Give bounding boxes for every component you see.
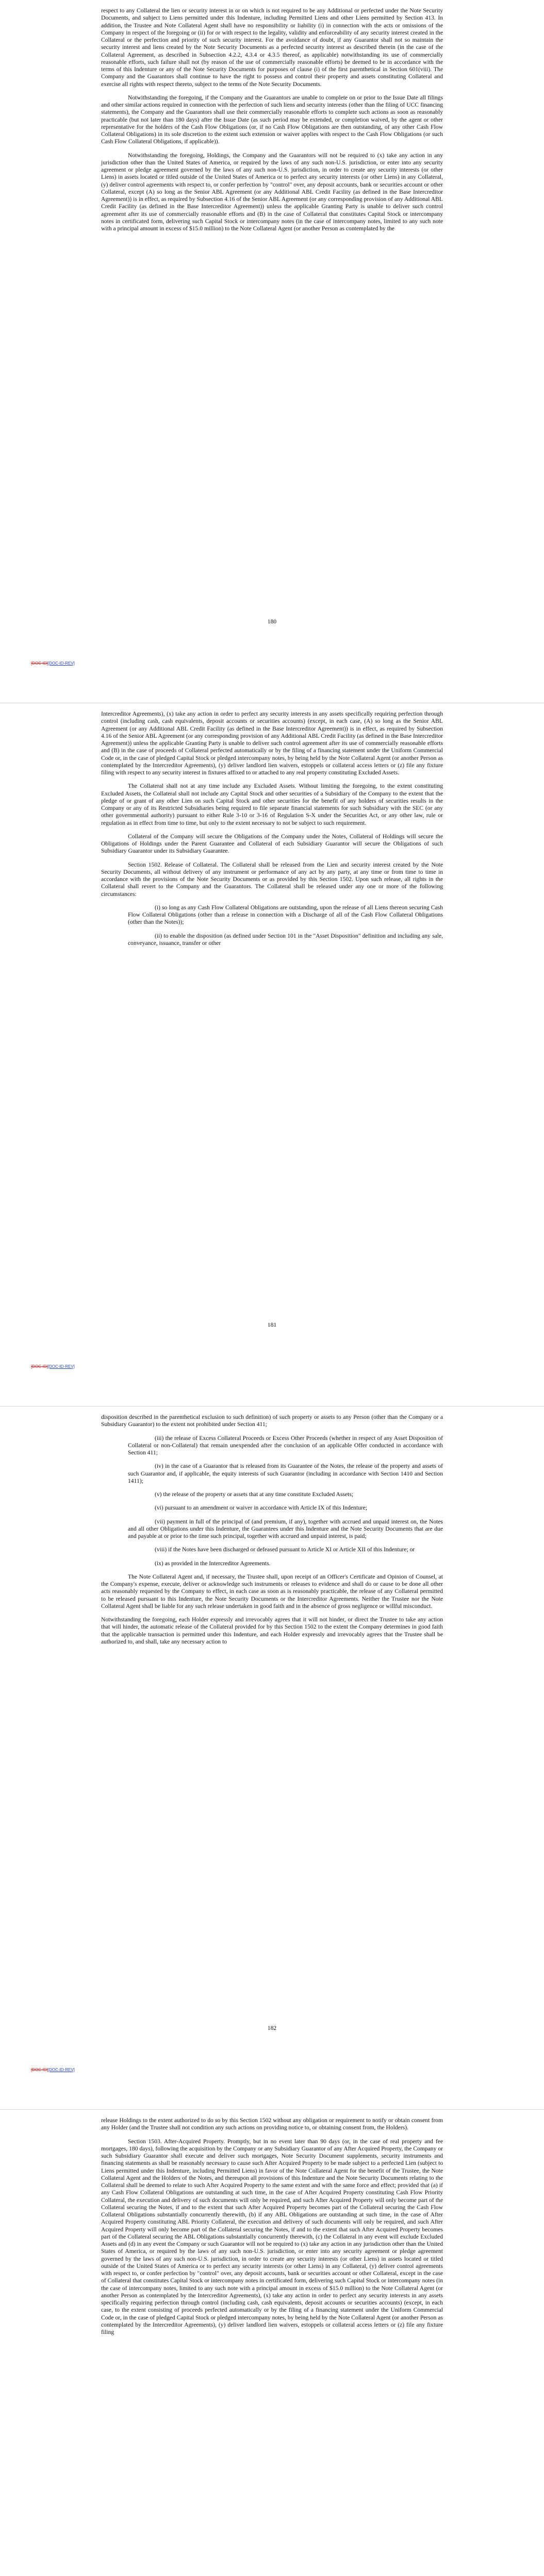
document-page — [0, 2110, 544, 2576]
body-paragraph: Notwithstanding the foregoing, Holdings, the Company and the Guarantors will not be required to (x) take any action in any jurisdiction other than the United States of America, or required by the laws of any such non-U.S. jurisdiction, or enter into any security agreement or pledge agreement governed by the laws of any such non-U.S. jurisdiction, in order to create any security interests (or other Liens) in assets located or titled outside of the United States of America or to perfect any security interests (or other Liens) in any Collateral, (y) deliver control agreements with respect to, or confer perfection by "control" over, any deposit accounts, bank or securities account or other Collateral, except (A) so long as the Senior ABL Agreement (or any Additional ABL Credit Facility (as defined in the Base Intercreditor Agreement)) is in effect, as required by Subsection 4.16 of the Senior ABL Agreement (or any corresponding provision of any Additional ABL Credit Facility (as defined in the Base Intercreditor Agreement)) unless the applicable Granting Party is unable to deliver such control agreement after its use of commercially reasonable efforts and (B) in the case of Collateral that constitutes Capital Stock or intercompany notes in certificated form, delivering such Capital Stock or intercompany notes (in the case of intercompany notes, limited to any such note with a principal amount in excess of $15.0 million) to the Note Collateral Agent (or another Person as contemplated by the — [101, 151, 443, 232]
body-paragraph: Notwithstanding the foregoing, each Holder expressly and irrevocably agrees that it will not hinder, or direct the Trustee to take any action that will hinder, the automatic release of the Collateral provided for by this Section 1502 to the extent the Company determines in good faith that the applicable transaction is permitted under this Indenture, and each Holder expressly and irrevocably agrees that the Trustee shall be authorized to, and shall, take any necessary action to — [101, 1616, 443, 1645]
inserted-doc-id: [DOC-ID-REV] — [47, 661, 75, 666]
list-item-paragraph: (vii) payment in full of the principal of (and premium, if any), together with accrued and unpaid interest on, the Notes and all other Obligations under this Indenture, the Guarantees under this Indenture and the Note Security Documents that are due and payable at or prior to the time such principal, together with accrued and unpaid interest, is paid; — [128, 1518, 443, 1539]
document-id-footer — [31, 661, 75, 666]
list-item-paragraph: (ii) to enable the disposition (as defined under Section 101 in the "Asset Disposition" definition and including any sale, conveyance, issuance, transfer or other — [128, 932, 443, 946]
page-number: 182 — [267, 2025, 277, 2031]
body-paragraph: Intercreditor Agreements), (x) take any action in order to perfect any security interests in any assets specifically requiring perfection through control (including cash, cash equivalents, deposit accounts or securities accounts) (except, in each case, (A) so long as the Senior ABL Agreement (or any Additional ABL Credit Facility (as defined in the Base Intercreditor Agreement)) is in effect, as required by Subsection 4.16 of the Senior ABL Agreement (or any corresponding provision of any Additional ABL Credit Facility (as defined in the Base Intercreditor Agreement)) unless the applicable Granting Party is unable to deliver such control agreement after its use of commercially reasonable efforts and (B) in the case of proceeds of Collateral perfected automatically or by the filing of a financing statement under the Uniform Commercial Code or, in the case of pledged Capital Stock or pledged intercompany notes, by being held by the Note Collateral Agent (or another Person as contemplated by the Intercreditor Agreements), (y) deliver landlord lien waivers, estoppels or collateral access letters or (z) file any fixture filing with respect to any security interest in fixtures affixed to or attached to any real property constituting Excluded Assets. — [101, 710, 443, 776]
body-paragraph: Section 1502. Release of Collateral. The Collateral shall be released from the Lien and security interest created by the Note Security Documents, all without delivery of any instrument or performance of any act by any party, at any time or from time to time in accordance with the provisions of the Note Security Documents or as provided by this Section 1502. Upon such release, all rights in the Collateral shall revert to the Company and the Guarantors. The Collateral shall be released under any one or more of the following circumstances: — [101, 861, 443, 897]
list-item-paragraph: (viii) if the Notes have been discharged or defeased pursuant to Article XI or Article XII of this Indenture; or — [155, 1546, 415, 1553]
inserted-doc-id: [DOC-ID-REV] — [47, 2067, 75, 2072]
list-item-paragraph: (ix) as provided in the Intercreditor Agreements. — [155, 1560, 271, 1567]
page-number: 180 — [267, 618, 277, 625]
body-paragraph: respect to any Collateral the lien or security interest in or on which is not required to be any Additional or perfected under the Note Security Documents, and subject to Liens permitted under this Indenture, including Permitted Liens and other Liens permitted by Section 413. In addition, the Trustee and Note Collateral Agent shall have no responsibility or liability (i) in connection with the acts or omissions of the Company in respect of the foregoing or (ii) for or with respect to the legality, validity and enforceability of any security interest created in the Collateral or the perfection and priority of such security interest. For the avoidance of doubt, if any Guarantor shall not so maintain the security interest and liens created by the Note Security Documents as a perfected security interest as described therein (in the case of the Collateral Agreement, as described in Subsection 4.2.2, 4.3.4 or 4.3.5 thereof, as applicable) notwithstanding its use of commercially reasonable efforts, such failure shall not (by reason of the use of commercially reasonable efforts) be deemed to be in accordance with the terms of this Indenture or any of the Note Security Documents for purposes of clause (i) of the first parenthetical in Section 601(viii). The Company and the Guarantors shall continue to have the right to possess and control their property and assets constituting Collateral and exercise all rights with respect thereto, subject to the terms of the Note Security Documents. — [101, 7, 443, 88]
body-paragraph: Section 1503. After-Acquired Property. Promptly, but in no event later than 90 days (or, in the case of real property and fee mortgages, 180 days), following the acquisition by the Company or any Subsidiary Guarantor of any After Acquired Property, the Company or such Subsidiary Guarantor shall execute and deliver such mortgages, Note Security Document supplements, security instruments and financing statements as shall be reasonably necessary to cause such After Acquired Property to be made subject to a perfected Lien (subject to Liens permitted under this Indenture, including Permitted Liens) in favor of the Note Collateral Agent for the benefit of the Trustee, the Note Collateral Agent and the Holders of the Notes, and thereupon all provisions of this Indenture and the Note Security Documents relating to the Collateral shall be deemed to relate to such After Acquired Property to the same extent and with the same force and effect; provided that (a) if any Cash Flow Collateral Obligations are outstanding at such time, in the case of After Acquired Property constituting Cash Flow Priority Collateral, the execution and delivery of such documents will only be required, and such After Acquired Property will only become part of the Collateral securing the Notes, if and to the extent that such After Acquired Property becomes part of the Collateral securing the Cash Flow Collateral Obligations substantially concurrently therewith, (b) if any ABL Obligations are outstanding at such time, in the case of After Acquired Property constituting ABL Priority Collateral, the execution and delivery of such documents will only be required, and such After Acquired Property will only become part of the Collateral securing the Notes, if and to the extent that such After Acquired Property becomes part of the Collateral securing the ABL Obligations substantially concurrently therewith, (c) the Collateral in any event will exclude Excluded Assets and (d) in any event the Company or such Guarantor will not be required to (x) take any action in any jurisdiction other than the United States of America, or required by the laws of any such non-U.S. jurisdiction, or enter into any security agreement or pledge agreement governed by the laws of any such non-U.S. jurisdiction, in order to create any security interests (or other Liens) in assets located or titled outside of the United States of America or to perfect any security interests (or other Liens) in any Collateral, (y) deliver control agreements with respect to, or confer perfection by "control" over, any deposit accounts, bank or securities account or other Collateral, except in the case of Collateral that constitutes Capital Stock or intercompany notes in certificated form, delivering such Capital Stock or intercompany notes (in the case of intercompany notes, limited to any such note with a principal amount in excess of $15.0 million) to the Note Collateral Agent (or another Person as contemplated by the Intercreditor Agreements), (x) take any action in order to perfect any security interests in any assets specifically requiring perfection through control (including cash, cash equivalents, deposit accounts or securities accounts) (except, in each case, to the extent consisting of proceeds perfected automatically or by the filing of a financing statement under the Uniform Commercial Code or, in the case of pledged Capital Stock or pledged intercompany notes, by being held by the Note Collateral Agent (or another Person as contemplated by the Intercreditor Agreements), (y) deliver landlord lien waivers, estoppels or collateral access letters or (z) file any fixture filing — [101, 2138, 443, 2335]
list-item-paragraph: (iii) the release of Excess Collateral Proceeds or Excess Other Proceeds (whether in respect of any Asset Disposition of Collateral or non-Collateral) that remain unexpended after the conclusion of an applicable Offer conducted in accordance with Section 411; — [128, 1434, 443, 1456]
page-number: 181 — [267, 1321, 277, 1328]
deleted-doc-id: [DOC-ID] — [31, 2067, 48, 2072]
document-page — [0, 0, 544, 703]
body-paragraph: Notwithstanding the foregoing, if the Company and the Guarantors are unable to complete on or prior to the Issue Date all filings and other similar actions required in connection with the perfection of such liens and security interests (other than the filing of UCC financing statements), the Company and the Guarantors shall use their commercially reasonable efforts to complete such actions as soon as reasonably practicable (but not later than 180 days) after the Issue Date (as such period may be extended, or completion waived, by the agent or other representative for the holders of the Cash Flow Obligations (or, if no Cash Flow Obligations are then outstanding, of any other Cash Flow Collateral Obligations) in its sole discretion to the extent such extension or waiver applies with respect to the Cash Flow Obligations (or such Cash Flow Collateral Obligations, if applicable)). — [101, 94, 443, 145]
inserted-doc-id: [DOC-ID-REV] — [47, 1364, 75, 1369]
document-id-footer — [31, 2067, 75, 2072]
deleted-doc-id: [DOC-ID] — [31, 661, 48, 666]
body-paragraph: disposition described in the parenthetical exclusion to such definition) of such property or assets to any Person (other than the Company or a Subsidiary Guarantor) to the extent not prohibited under Section 411; — [101, 1414, 443, 1428]
body-paragraph: The Collateral shall not at any time include any Excluded Assets. Without limiting the foregoing, to the extent constituting Excluded Assets, the Collateral shall not include any Capital Stock and other securities of a Subsidiary of the Company to the extent that the pledge of or grant of any other Lien on such Capital Stock and other securities for the benefit of any holders of securities results in the Company or any of its Restricted Subsidiaries being required to file separate financial statements for such Subsidiary with the SEC (or any other governmental authority) pursuant to either Rule 3-10 or 3-16 of Regulation S-X under the Securities Act, or any other law, rule or regulation as in effect from time to time, but only to the extent necessary to not be subject to such requirement. — [101, 783, 443, 826]
list-item-paragraph: (i) so long as any Cash Flow Collateral Obligations are outstanding, upon the release of all Liens thereon securing Cash Flow Collateral Obligations (other than a release in connection with a Discharge of all of the Cash Flow Collateral Obligations (other than the Notes)); — [128, 904, 443, 926]
document-id-footer — [31, 1364, 75, 1369]
list-item-paragraph: (vi) pursuant to an amendment or waiver in accordance with Article IX of this Indenture; — [155, 1504, 368, 1512]
body-paragraph: The Note Collateral Agent and, if necessary, the Trustee shall, upon receipt of an Officer's Certificate and Opinion of Counsel, at the Company's expense, execute, deliver or acknowledge such instruments or releases to evidence and shall do or cause to be done all other acts reasonably requested by the Company to effect, in each case as soon as is reasonably practicable, the release of any Collateral permitted to be released pursuant to this Indenture, the Note Security Documents or the Intercreditor Agreements. Neither the Trustee nor the Note Collateral Agent shall be liable for any such release undertaken in good faith and in the absence of gross negligence or willful misconduct. — [101, 1573, 443, 1609]
deleted-doc-id: [DOC-ID] — [31, 1364, 48, 1369]
body-paragraph: release Holdings to the extent authorized to do so by this Section 1502 without any obligation or requirement to notify or obtain consent from any Holder (and the Trustee shall not condition any such actions on providing notice to, or obtaining consent from, the Holders). — [101, 2117, 443, 2131]
document-page — [0, 703, 544, 1406]
list-item-paragraph: (iv) in the case of a Guarantor that is released from its Guarantee of the Notes, the release of the property and assets of such Guarantor and, if applicable, the equity interests of such Guarantor (including in accordance with Section 1410 and Section 1411); — [128, 1463, 443, 1484]
document-page — [0, 1406, 544, 2110]
body-paragraph: Collateral of the Company will secure the Obligations of the Company under the Notes, Collateral of Holdings will secure the Obligations of Holdings under the Parent Guarantee and Collateral of each Subsidiary Guarantor will secure the Obligations of such Subsidiary Guarantor under its Subsidiary Guarantee. — [101, 833, 443, 855]
list-item-paragraph: (v) the release of the property or assets that at any time constitute Excluded Assets; — [155, 1491, 354, 1498]
